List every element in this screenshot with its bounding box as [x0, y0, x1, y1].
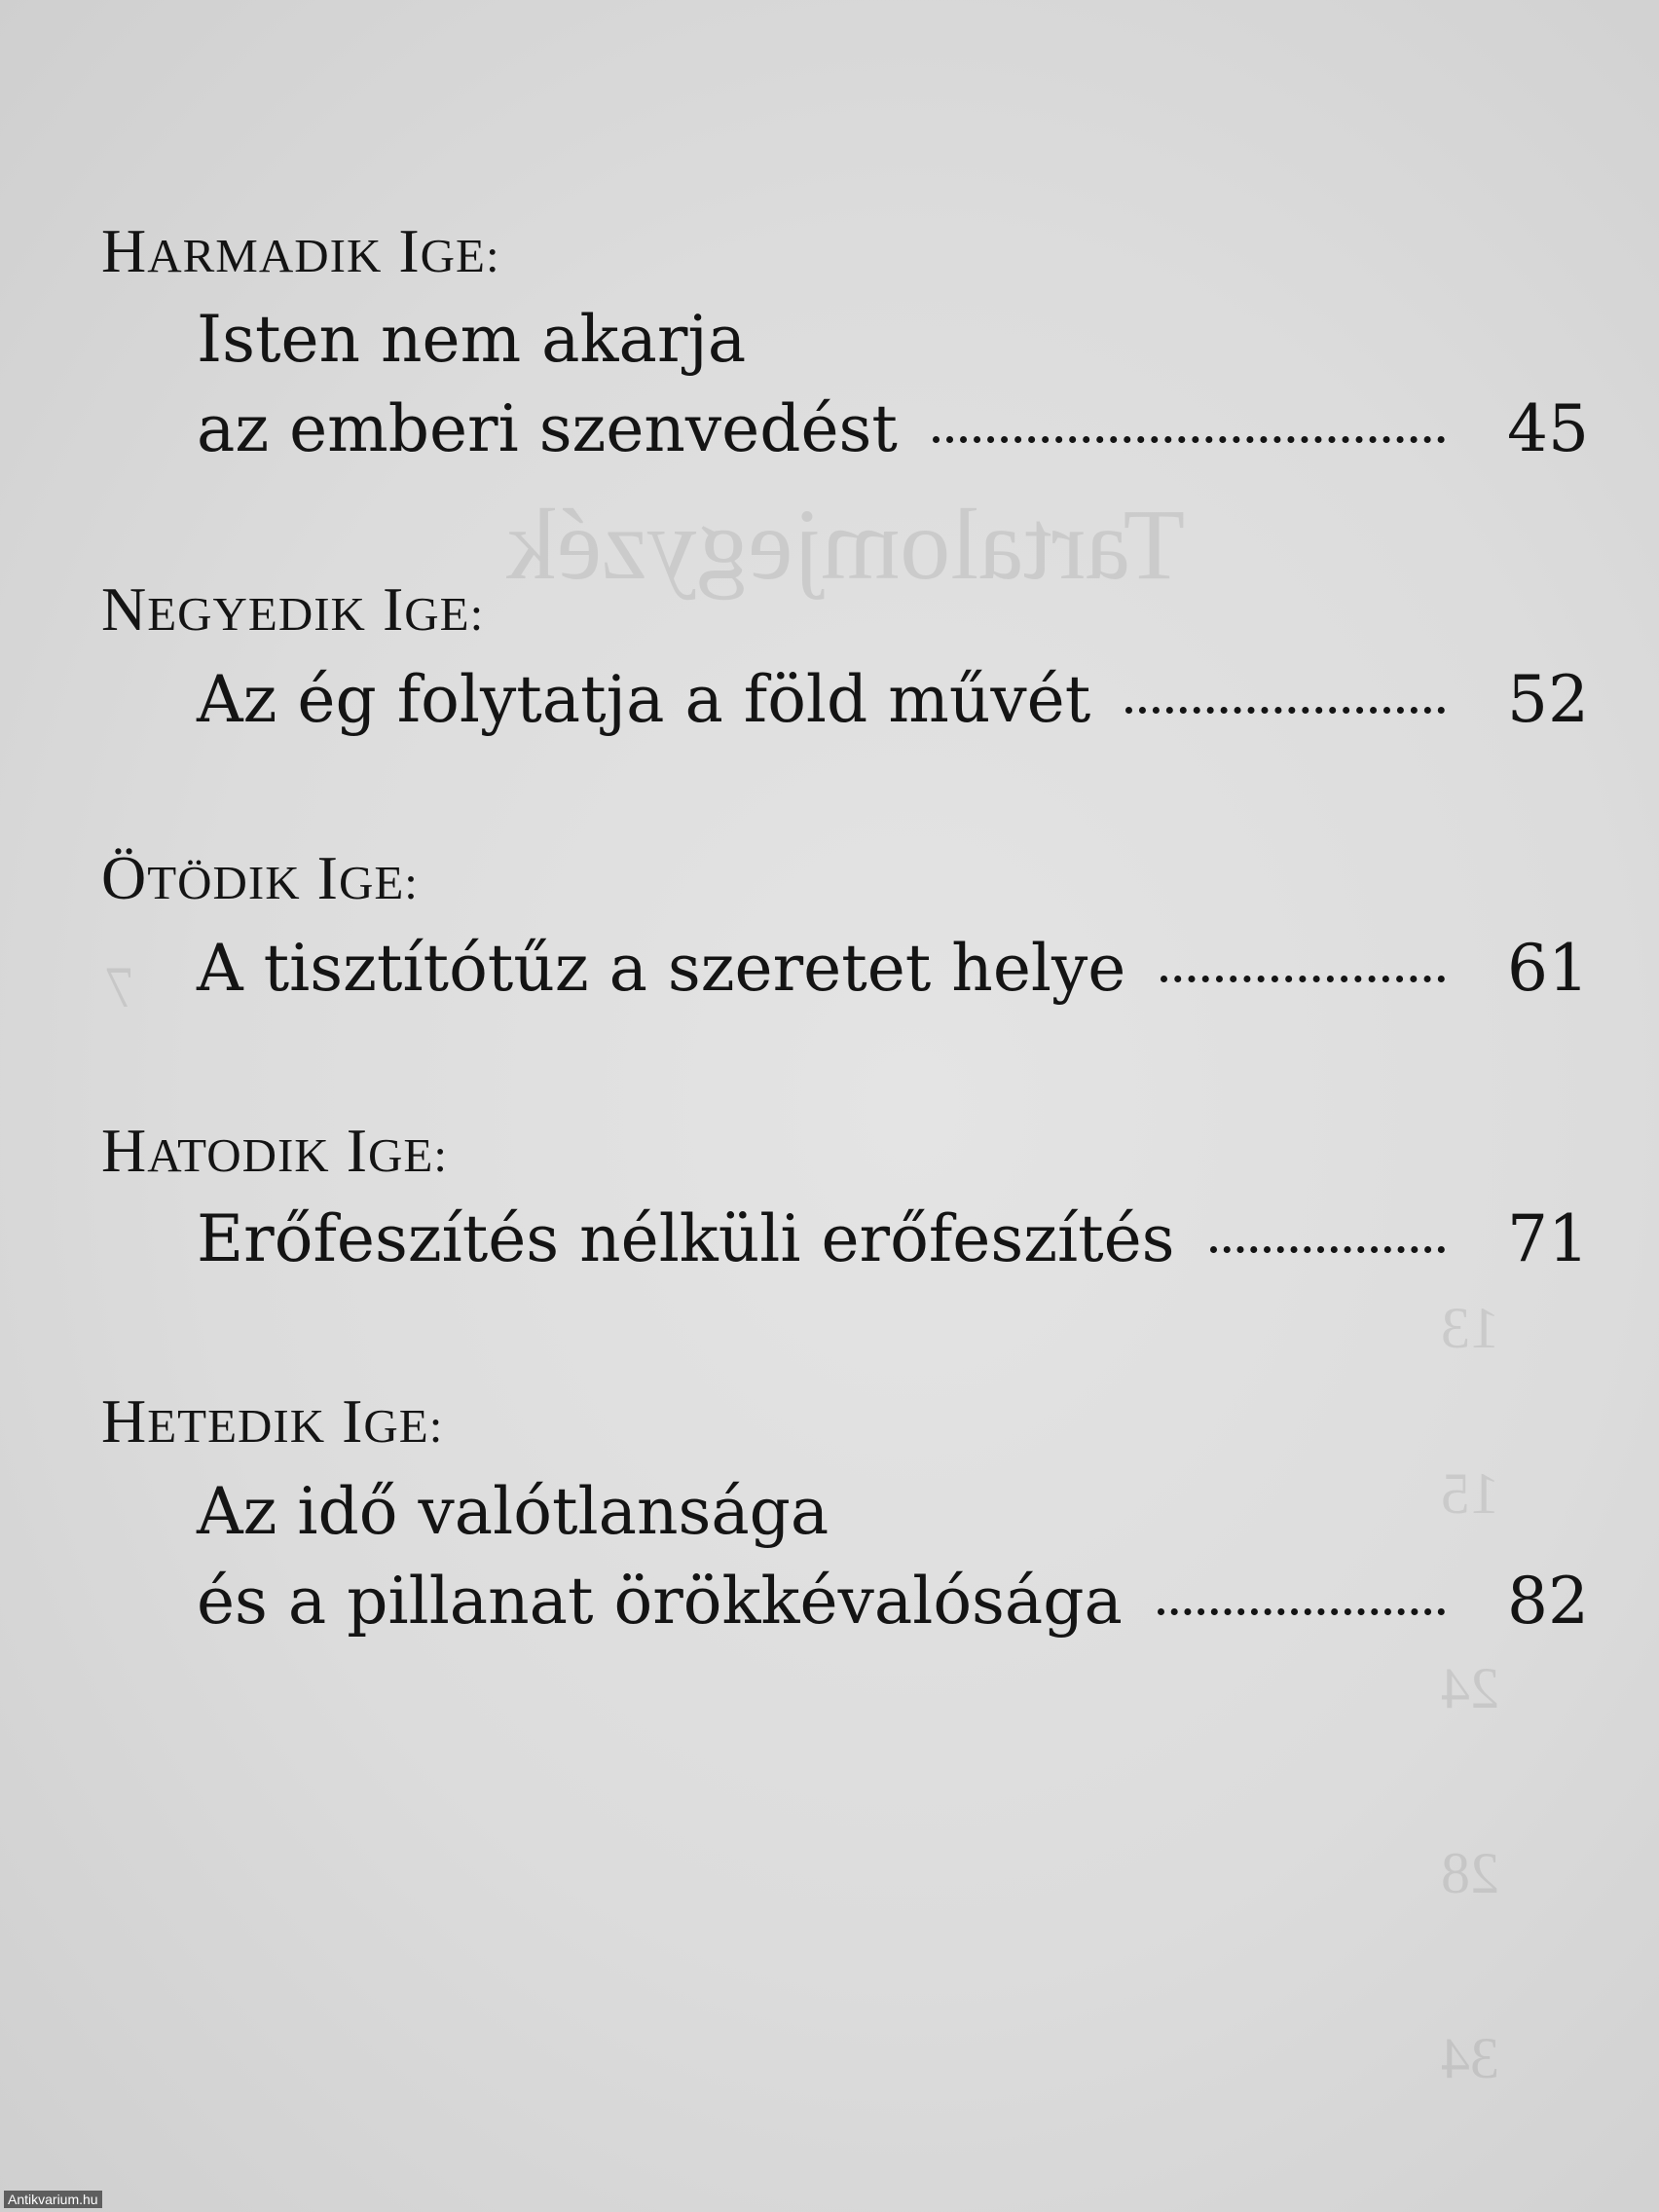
entry-label — [101, 1386, 444, 1456]
dot-leader — [933, 436, 1445, 443]
entry-title-line — [197, 931, 1589, 1006]
entry-title-line — [197, 391, 1589, 466]
label-initial: Ö — [101, 843, 148, 912]
show-through-number: 28 — [1441, 1841, 1499, 1905]
label-caps: ETEDIK — [147, 1399, 326, 1453]
show-through-title: Tartalomjegyzék — [506, 489, 1186, 601]
entry-title: és a pillanat örökkévalósága — [197, 1564, 1123, 1639]
entry-title: A tisztítótűz a szeretet helye — [197, 931, 1126, 1006]
show-through-number: 34 — [1441, 2026, 1499, 2090]
label-initial: I — [398, 216, 421, 285]
dot-leader — [1161, 976, 1445, 982]
show-through-number: 15 — [1441, 1461, 1499, 1526]
label-caps: GE: — [338, 856, 419, 909]
entry-title-line — [197, 1201, 1589, 1276]
label-caps: GE: — [363, 1399, 444, 1453]
label-caps: GE: — [420, 229, 500, 282]
watermark: Antikvarium.hu — [4, 2191, 102, 2208]
label-caps: GE: — [404, 587, 485, 641]
show-through-number: 24 — [1441, 1656, 1499, 1720]
page-number: 52 — [1507, 662, 1589, 737]
label-initial: H — [101, 1386, 148, 1456]
dot-leader — [1125, 707, 1445, 714]
label-initial: I — [342, 1386, 364, 1456]
label-initial: I — [382, 574, 405, 644]
entry-label — [101, 216, 500, 285]
label-caps: TÖDIK — [147, 856, 301, 909]
label-caps: GE: — [368, 1128, 448, 1182]
entry-title: Az idő valótlansága — [197, 1474, 830, 1549]
entry-title: Isten nem akarja — [197, 302, 747, 377]
entry-label — [101, 574, 485, 644]
label-caps: ARMADIK — [147, 229, 383, 282]
label-initial: I — [346, 1116, 369, 1185]
entry-title-line — [197, 1474, 1589, 1549]
page-number: 82 — [1507, 1564, 1589, 1639]
entry-title-line — [197, 662, 1589, 737]
entry-title: az emberi szenvedést — [197, 391, 898, 466]
dot-leader — [1210, 1246, 1445, 1253]
page-number: 45 — [1507, 391, 1589, 466]
page-number: 61 — [1507, 931, 1589, 1006]
label-initial: N — [101, 574, 148, 644]
entry-label — [101, 1116, 448, 1185]
entry-label — [101, 843, 419, 912]
entry-title: Az ég folytatja a föld művét — [197, 662, 1091, 737]
dot-leader — [1158, 1608, 1445, 1615]
page-number: 71 — [1507, 1201, 1589, 1276]
entry-title-line — [197, 1564, 1589, 1639]
label-caps: EGYEDIK — [147, 587, 366, 641]
label-initial: H — [101, 1116, 148, 1185]
show-through-number: 7 — [105, 955, 134, 1019]
label-initial: I — [316, 843, 339, 912]
label-caps: ATODIK — [147, 1128, 330, 1182]
entry-title: Erőfeszítés nélküli erőfeszítés — [197, 1201, 1175, 1276]
entry-title-line — [197, 302, 1589, 377]
label-initial: H — [101, 216, 148, 285]
show-through-number: 13 — [1441, 1296, 1499, 1360]
